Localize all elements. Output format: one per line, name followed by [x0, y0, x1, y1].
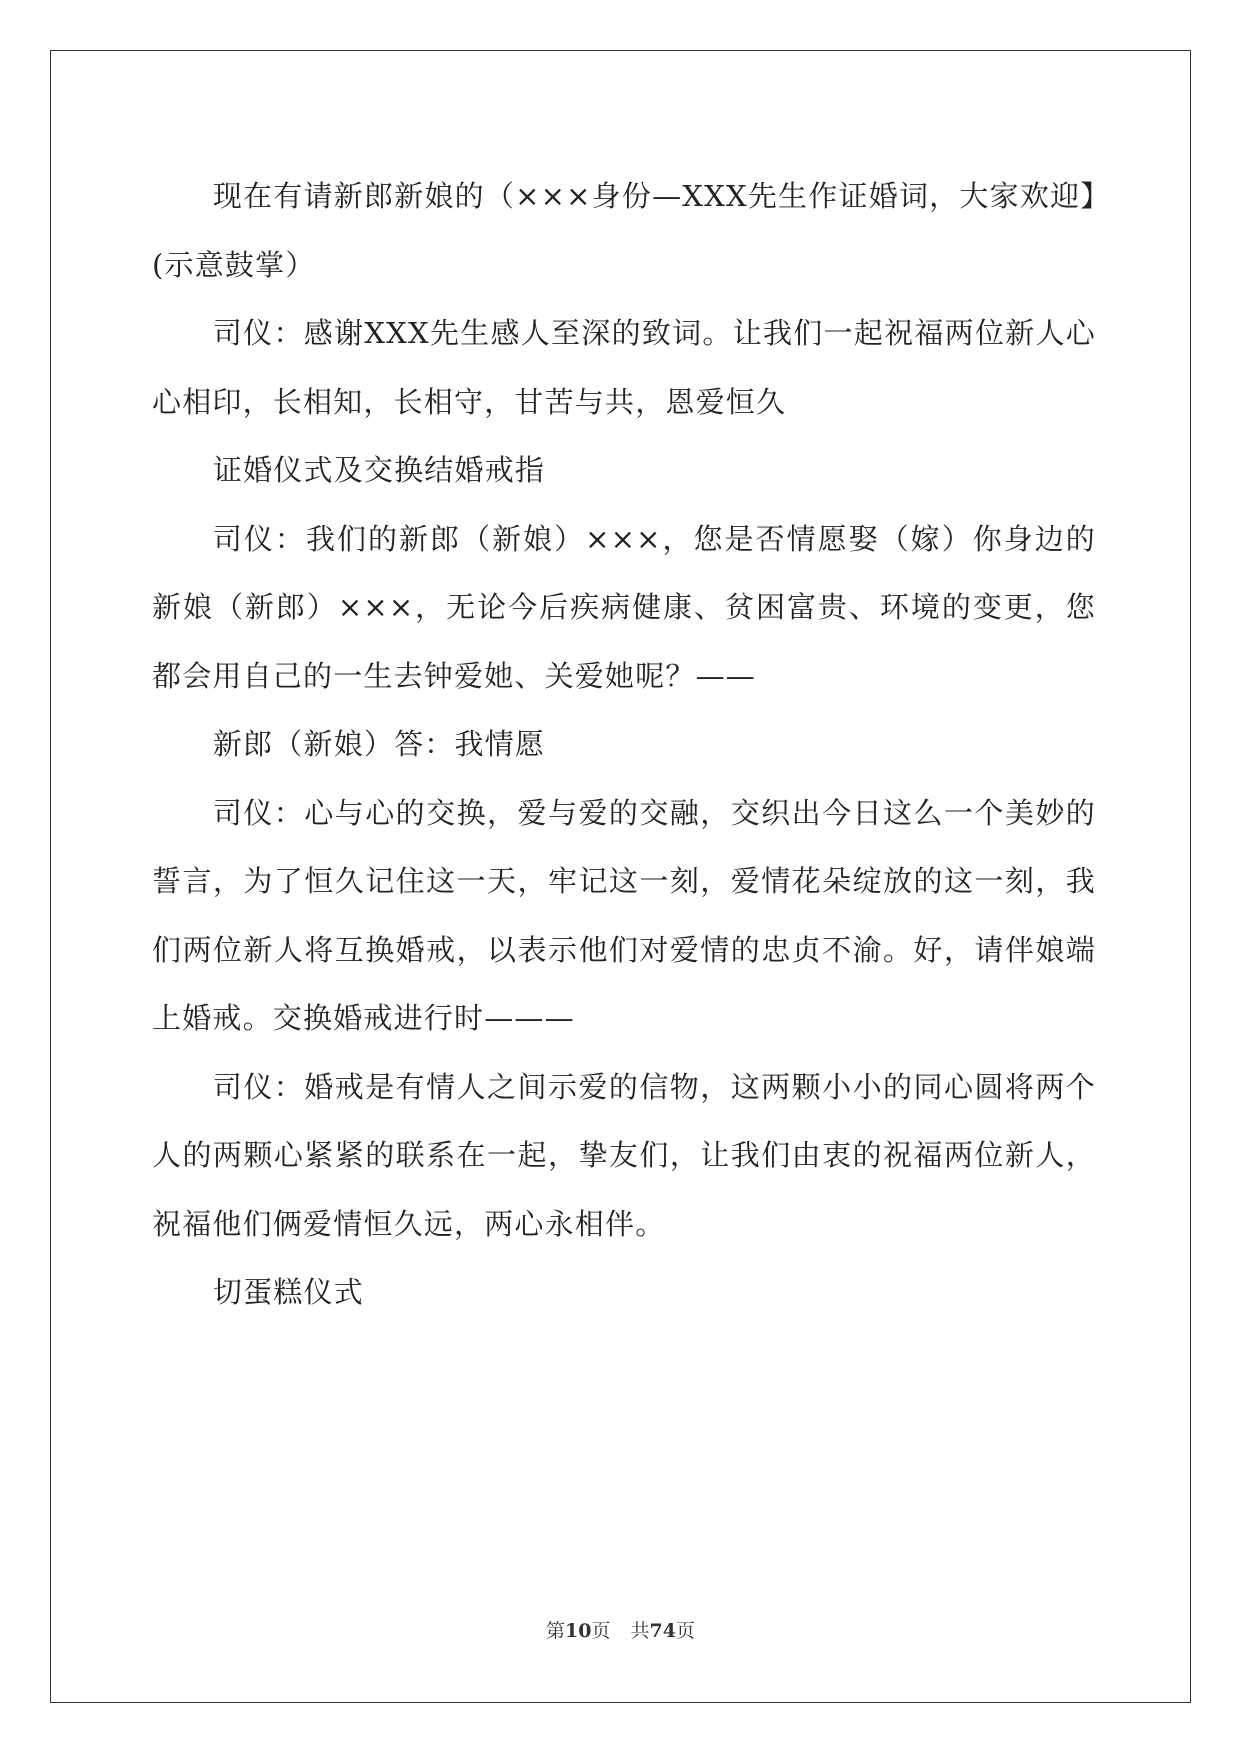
document-body [152, 162, 1096, 1327]
section-heading-cake-cutting: 切蛋糕仪式 [212, 1275, 364, 1309]
paragraph-1: 现在有请新郎新娘的（×××身份—XXX先生作证婚词，大家欢迎】(示意鼓掌） [152, 179, 1096, 282]
paragraph-2: 司仪：感谢XXX先生感人至深的致词。让我们一起祝福两位新人心心相印，长相知，长相守，甘苦与共，恩爱恒久 [152, 316, 1096, 419]
page-current-number: 10 [565, 1620, 592, 1642]
paragraph-5: 司仪：心与心的交换，爱与爱的交融，交织出今日这么一个美妙的誓言，为了恒久记住这一天，牢记这一刻，爱情花朵绽放的这一刻，我们两位新人将互换婚戒，以表示他们对爱情的忠贞不渝。好，请伴娘端上婚戒。交换婚戒进行时——— [152, 795, 1096, 1035]
paragraph-4: 新郎（新娘）答：我情愿 [212, 727, 546, 761]
section-heading-ring-exchange: 证婚仪式及交换结婚戒指 [212, 453, 546, 487]
total-suffix: 页 [675, 1620, 695, 1642]
page-total-number: 74 [649, 1620, 676, 1642]
page-prefix: 第 [546, 1620, 566, 1642]
page-suffix: 页 [591, 1620, 611, 1642]
total-prefix: 共 [630, 1620, 650, 1642]
page-footer [0, 1616, 1241, 1643]
paragraph-6: 司仪：婚戒是有情人之间示爱的信物，这两颗小小的同心圆将两个人的两颗心紧紧的联系在一起，挚友们，让我们由衷的祝福两位新人，祝福他们俩爱情恒久远，两心永相伴。 [152, 1069, 1096, 1241]
paragraph-3: 司仪：我们的新郎（新娘）×××，您是否情愿娶（嫁）你身边的新娘（新郎）×××，无论今后疾病健康、贫困富贵、环境的变更，您都会用自己的一生去钟爱她、关爱她呢？—— [152, 521, 1096, 693]
